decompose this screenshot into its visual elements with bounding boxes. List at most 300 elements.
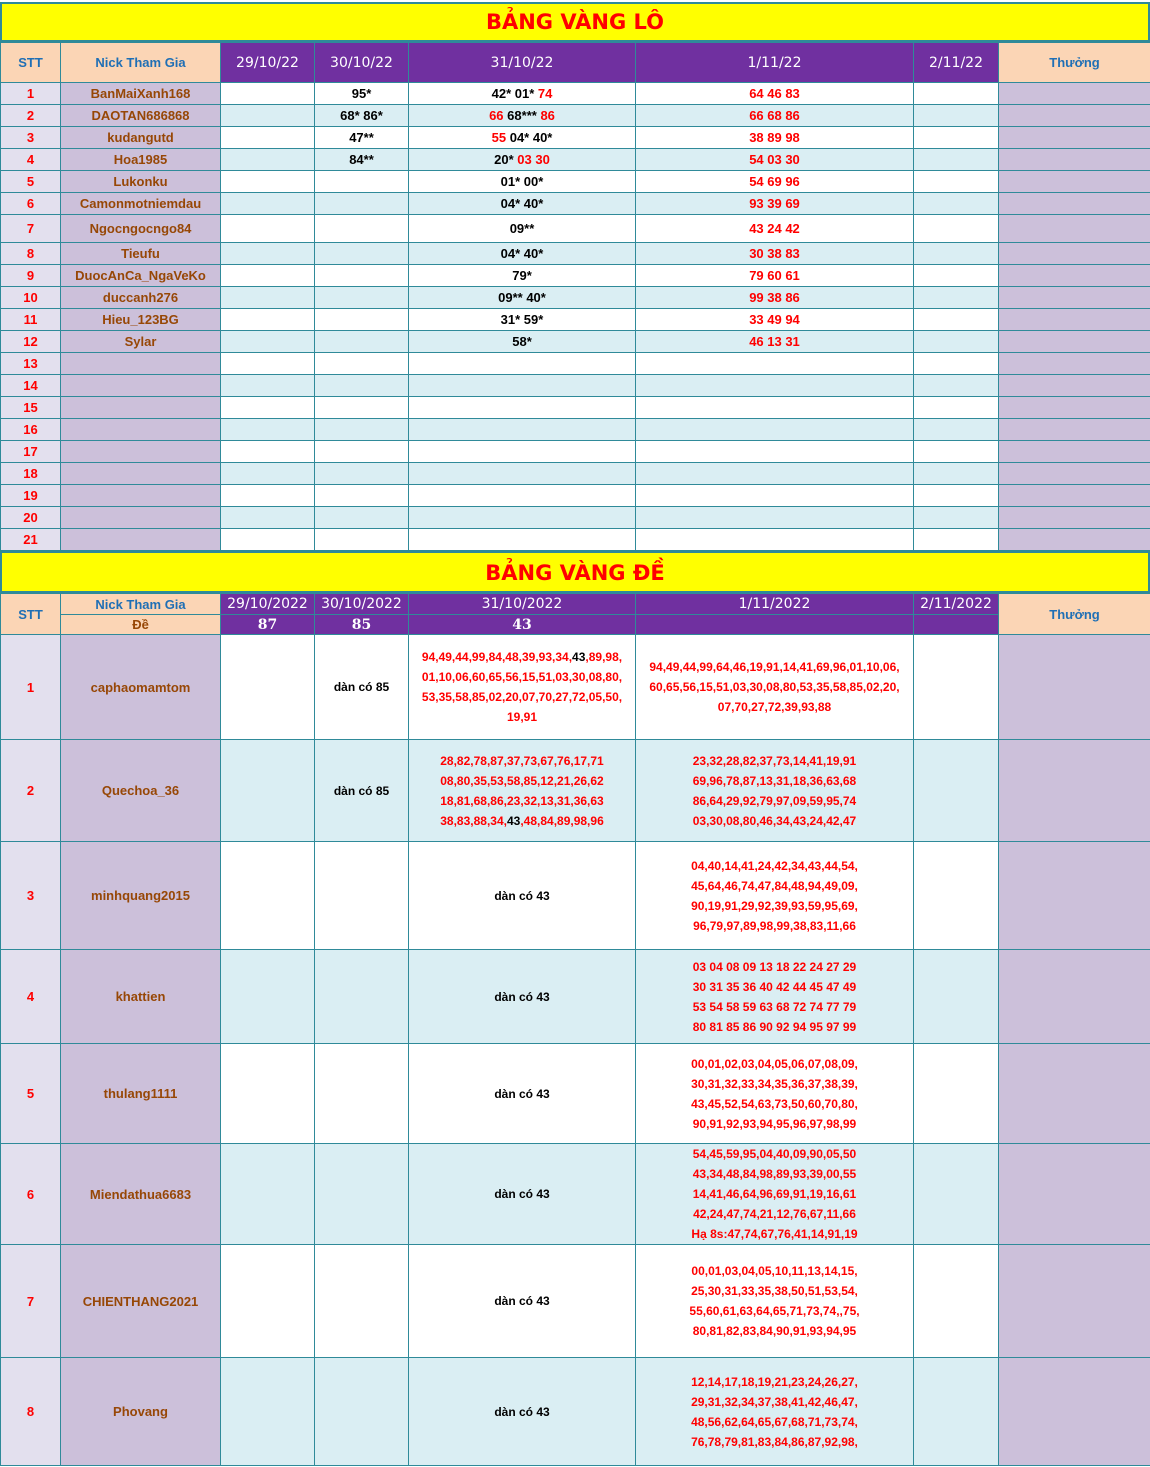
de-day-1-11-line: 03,30,08,80,46,34,43,24,42,47 — [692, 813, 857, 828]
de-day-31-part: ,48,84,89,98,96 — [520, 813, 604, 828]
de-day-1-11-line: 14,41,46,64,96,69,91,19,16,61 — [692, 1187, 857, 1201]
lo-nick — [61, 353, 221, 375]
lo-day-1-11: 64 46 83 — [636, 83, 914, 105]
lo-day-31-main: 79* — [512, 268, 532, 283]
lo-nick: Sylar — [61, 331, 221, 353]
de-day-1-11-line: 96,79,97,89,98,99,38,83,11,66 — [693, 918, 856, 933]
lo-row — [1, 353, 1150, 375]
de-day-1-11-line: 60,65,56,15,51,03,30,08,80,53,35,58,85,02,20, — [649, 680, 900, 694]
lo-day-1-11: 33 49 94 — [636, 309, 914, 331]
de-day-1-11 — [636, 842, 914, 950]
de-day-31-part: ,89,98, — [585, 650, 623, 664]
lo-prize — [999, 127, 1150, 149]
de-day-1-11-line: 30,31,32,33,34,35,36,37,38,39, — [691, 1076, 858, 1091]
lo-day-1-11: 93 39 69 — [636, 193, 914, 215]
lo-day-31-main: 68*** — [507, 108, 537, 123]
de-nick: Miendathua6683 — [61, 1144, 221, 1245]
de-day-1-11-line: 69,96,78,87,13,31,18,36,63,68 — [692, 773, 857, 788]
lo-day-31-post: 03 30 — [517, 152, 550, 167]
de-day-1-11-line: 12,14,17,18,19,21,23,24,26,27, — [691, 1374, 858, 1389]
lo-day-30 — [315, 193, 409, 215]
lo-day-31-main: 04* 40* — [500, 246, 544, 261]
lo-day-31-pre: 55 — [491, 130, 507, 145]
lo-day-2-11 — [914, 375, 999, 397]
de-row — [1, 1044, 1150, 1144]
lo-stt: 11 — [1, 309, 61, 331]
lo-nick: Hieu_123BG — [61, 309, 221, 331]
lo-day-29 — [221, 287, 315, 309]
lo-nick — [61, 529, 221, 551]
lo-stt: 3 — [1, 127, 61, 149]
de-header-6: 2/11/2022 — [914, 594, 999, 615]
de-day-30 — [315, 842, 409, 950]
lo-day-30 — [315, 441, 409, 463]
lo-banner — [0, 2, 1150, 42]
lo-prize — [999, 485, 1150, 507]
lo-day-31-main: 20* — [494, 152, 514, 167]
de-prize — [999, 842, 1150, 950]
lo-row — [1, 171, 1150, 193]
lo-day-30 — [315, 243, 409, 265]
lo-day-31 — [409, 171, 636, 193]
lo-day-31 — [409, 105, 636, 127]
lo-day-30 — [315, 309, 409, 331]
lo-stt: 15 — [1, 397, 61, 419]
lo-stt: 17 — [1, 441, 61, 463]
de-nick: thulang1111 — [61, 1044, 221, 1144]
de-day-1-11-line: 00,01,03,04,05,10,11,13,14,15, — [691, 1264, 858, 1278]
de-day-29 — [221, 1044, 315, 1144]
de-day-1-11-line: 86,64,29,92,79,97,09,59,95,74 — [692, 793, 857, 808]
lo-day-31-main: 09** — [509, 221, 535, 236]
lo-day-31-main: 04* 40* — [500, 196, 544, 211]
lo-day-31 — [409, 463, 636, 485]
lo-prize — [999, 171, 1150, 193]
lo-day-2-11 — [914, 105, 999, 127]
lo-stt: 12 — [1, 331, 61, 353]
lo-day-31-main: 31* 59* — [500, 312, 544, 327]
de-day-1-11-line: 80,81,82,83,84,90,91,93,94,95 — [692, 1324, 857, 1338]
lo-day-31-main: 58* — [512, 334, 532, 349]
lo-prize — [999, 149, 1150, 171]
de-day-31: dàn có 43 — [409, 842, 636, 950]
lo-nick: DAOTAN686868 — [61, 105, 221, 127]
de-prize — [999, 740, 1150, 842]
de-day-2-11 — [914, 1245, 999, 1358]
lo-day-31-post: 74 — [537, 86, 553, 101]
de-day-1-11-line: 30 31 35 36 40 42 44 45 47 49 — [692, 979, 857, 994]
de-stt: 1 — [1, 635, 61, 740]
lo-nick — [61, 375, 221, 397]
lo-day-31 — [409, 485, 636, 507]
lo-day-31-main: 01* 00* — [500, 174, 544, 189]
lo-header-1: Nick Tham Gia — [61, 43, 221, 83]
lo-day-1-11 — [636, 463, 914, 485]
de-stt: 3 — [1, 842, 61, 950]
de-nick: minhquang2015 — [61, 842, 221, 950]
de-nick: CHIENTHANG2021 — [61, 1245, 221, 1358]
de-day-31: dàn có 43 — [409, 950, 636, 1044]
lo-day-31 — [409, 215, 636, 243]
de-day-1-11 — [636, 1245, 914, 1358]
de-row — [1, 740, 1150, 842]
lo-day-29 — [221, 375, 315, 397]
lo-nick: Camonmotniemdau — [61, 193, 221, 215]
lo-day-1-11: 30 38 83 — [636, 243, 914, 265]
lo-day-1-11: 99 38 86 — [636, 287, 914, 309]
lo-day-29 — [221, 485, 315, 507]
de-day-31-part: 08,80,35,53,58,85,12,21,26,62 — [440, 773, 604, 788]
lo-stt: 16 — [1, 419, 61, 441]
de-day-2-11 — [914, 950, 999, 1044]
lo-day-31 — [409, 529, 636, 551]
lo-prize — [999, 529, 1150, 551]
de-row — [1, 1245, 1150, 1358]
lo-day-31 — [409, 193, 636, 215]
lo-prize — [999, 331, 1150, 353]
de-stt: 8 — [1, 1358, 61, 1466]
de-prize — [999, 950, 1150, 1044]
lo-stt: 1 — [1, 83, 61, 105]
de-day-31: dàn có 43 — [409, 1044, 636, 1144]
lo-day-30 — [315, 375, 409, 397]
lo-header-6: 2/11/22 — [914, 43, 999, 83]
lo-header-2: 29/10/22 — [221, 43, 315, 83]
lo-prize — [999, 215, 1150, 243]
lo-day-1-11 — [636, 485, 914, 507]
lo-prize — [999, 105, 1150, 127]
lo-day-30 — [315, 507, 409, 529]
lo-day-29 — [221, 127, 315, 149]
lo-day-31 — [409, 149, 636, 171]
lo-stt: 21 — [1, 529, 61, 551]
lo-day-1-11: 66 68 86 — [636, 105, 914, 127]
de-day-2-11 — [914, 1144, 999, 1245]
lo-day-30 — [315, 419, 409, 441]
lo-day-30 — [315, 331, 409, 353]
de-day-29 — [221, 1358, 315, 1466]
de-result-4 — [914, 615, 999, 635]
lo-prize — [999, 441, 1150, 463]
lo-day-30 — [315, 215, 409, 243]
lo-row — [1, 529, 1150, 551]
lo-day-31 — [409, 419, 636, 441]
de-day-2-11 — [914, 1044, 999, 1144]
lo-day-31 — [409, 441, 636, 463]
de-row — [1, 950, 1150, 1044]
lo-day-30 — [315, 529, 409, 551]
de-stt: 2 — [1, 740, 61, 842]
lo-day-30: 95* — [315, 83, 409, 105]
lo-day-1-11: 43 24 42 — [636, 215, 914, 243]
lo-row — [1, 397, 1150, 419]
lo-day-29 — [221, 215, 315, 243]
lo-day-31 — [409, 287, 636, 309]
lo-day-29 — [221, 507, 315, 529]
de-row — [1, 1358, 1150, 1466]
de-day-31-part: 19,91 — [506, 710, 538, 724]
lo-prize — [999, 265, 1150, 287]
de-day-30 — [315, 1044, 409, 1144]
lo-day-30 — [315, 265, 409, 287]
de-day-1-11-line: 00,01,02,03,04,05,06,07,08,09, — [691, 1056, 858, 1071]
lo-day-31-main: 09** 40* — [498, 290, 546, 305]
lo-day-2-11 — [914, 215, 999, 243]
lo-nick — [61, 441, 221, 463]
de-day-1-11-line: 53 54 58 59 63 68 72 74 77 79 — [692, 999, 857, 1014]
de-day-31-part: 01,10,06,60,65,56,15,51,03,30,08,80, — [421, 670, 623, 684]
lo-row — [1, 287, 1150, 309]
lo-row — [1, 309, 1150, 331]
lo-day-30 — [315, 353, 409, 375]
lo-prize — [999, 287, 1150, 309]
de-day-1-11-line: 42,24,47,74,21,12,76,67,11,66 — [693, 1207, 856, 1221]
de-nick: caphaomamtom — [61, 635, 221, 740]
de-day-1-11 — [636, 635, 914, 740]
de-day-1-11-line: 03 04 08 09 13 18 22 24 27 29 — [692, 959, 857, 974]
lo-stt: 2 — [1, 105, 61, 127]
lo-day-29 — [221, 83, 315, 105]
de-day-30 — [315, 1358, 409, 1466]
de-header-5: 1/11/2022 — [636, 594, 914, 615]
lo-prize — [999, 83, 1150, 105]
de-stt: 6 — [1, 1144, 61, 1245]
lo-day-30 — [315, 485, 409, 507]
de-header-2: 29/10/2022 — [221, 594, 315, 615]
lo-header-5: 1/11/22 — [636, 43, 914, 83]
lo-day-1-11: 54 03 30 — [636, 149, 914, 171]
lo-stt: 5 — [1, 171, 61, 193]
lo-day-2-11 — [914, 485, 999, 507]
lo-nick: DuocAnCa_NgaVeKo — [61, 265, 221, 287]
lo-day-2-11 — [914, 265, 999, 287]
lo-day-30 — [315, 171, 409, 193]
lo-stt: 6 — [1, 193, 61, 215]
lo-nick — [61, 507, 221, 529]
lo-day-1-11 — [636, 353, 914, 375]
lo-stt: 20 — [1, 507, 61, 529]
de-result-row — [1, 615, 1150, 635]
lo-day-2-11 — [914, 529, 999, 551]
de-day-1-11-line: 43,34,48,84,98,89,93,39,00,55 — [692, 1167, 857, 1181]
de-stt: 4 — [1, 950, 61, 1044]
lo-day-2-11 — [914, 243, 999, 265]
lo-day-30: 84** — [315, 149, 409, 171]
lo-header-4: 31/10/22 — [409, 43, 636, 83]
lo-header-3: 30/10/22 — [315, 43, 409, 83]
lo-prize — [999, 419, 1150, 441]
de-day-31-part: 43 — [572, 650, 586, 664]
de-day-31-part: 94,49,44,99,84,48,39,93,34, — [421, 650, 573, 664]
de-day-1-11 — [636, 1144, 914, 1245]
lo-day-2-11 — [914, 463, 999, 485]
de-row — [1, 842, 1150, 950]
lo-day-31-pre: 66 — [489, 108, 504, 123]
de-day-31 — [409, 635, 636, 740]
lo-prize — [999, 397, 1150, 419]
de-day-31-part: 28,82,78,87,37,73,67,76,17,71 — [440, 753, 604, 768]
de-day-31: dàn có 43 — [409, 1245, 636, 1358]
lo-day-2-11 — [914, 193, 999, 215]
lo-row — [1, 441, 1150, 463]
lo-header-7: Thưởng — [999, 43, 1150, 83]
lo-prize — [999, 353, 1150, 375]
lo-day-29 — [221, 441, 315, 463]
lo-title: BẢNG VÀNG LÔ — [485, 10, 665, 34]
de-stt: 5 — [1, 1044, 61, 1144]
de-header-row — [1, 594, 1150, 615]
de-nick: Phovang — [61, 1358, 221, 1466]
de-prize — [999, 1044, 1150, 1144]
de-day-2-11 — [914, 842, 999, 950]
lo-row — [1, 215, 1150, 243]
lo-day-1-11 — [636, 375, 914, 397]
de-prize — [999, 1245, 1150, 1358]
de-day-30 — [315, 1245, 409, 1358]
lo-row — [1, 507, 1150, 529]
de-header-1: Nick Tham Gia — [61, 594, 221, 615]
de-day-31-part: 43 — [506, 813, 521, 828]
lo-day-31 — [409, 127, 636, 149]
lo-row — [1, 331, 1150, 353]
lo-day-29 — [221, 419, 315, 441]
de-day-29 — [221, 635, 315, 740]
lo-nick: Hoa1985 — [61, 149, 221, 171]
de-day-1-11-line: 45,64,46,74,47,84,48,94,49,09, — [691, 878, 858, 893]
lo-day-2-11 — [914, 441, 999, 463]
lo-day-29 — [221, 149, 315, 171]
lo-prize — [999, 309, 1150, 331]
lo-day-30 — [315, 287, 409, 309]
de-nick: Quechoa_36 — [61, 740, 221, 842]
de-day-29 — [221, 842, 315, 950]
lo-day-31 — [409, 265, 636, 287]
lo-day-29 — [221, 529, 315, 551]
de-day-31-part: 18,81,68,86,23,32,13,31,36,63 — [440, 793, 604, 808]
de-header-3: 30/10/2022 — [315, 594, 409, 615]
lo-row — [1, 485, 1150, 507]
de-result-3 — [636, 615, 914, 635]
de-result-1: 85 — [315, 615, 409, 635]
de-day-1-11-line: 76,78,79,81,83,84,86,87,92,98, — [691, 1434, 858, 1449]
de-day-31-list — [409, 647, 635, 727]
lo-stt: 8 — [1, 243, 61, 265]
lo-nick: Tieufu — [61, 243, 221, 265]
lo-day-29 — [221, 265, 315, 287]
lo-day-29 — [221, 353, 315, 375]
de-stt: 7 — [1, 1245, 61, 1358]
lo-day-30: 47** — [315, 127, 409, 149]
lo-day-31 — [409, 309, 636, 331]
de-day-1-11-line: 90,19,91,29,92,39,93,59,95,69, — [691, 898, 858, 913]
de-day-1-11-line: 04,40,14,41,24,42,34,43,44,54, — [691, 858, 858, 873]
lo-row — [1, 375, 1150, 397]
de-header-0: STT — [1, 594, 61, 635]
de-day-31-part: 38,83,88,34, — [440, 813, 507, 828]
lo-row — [1, 463, 1150, 485]
lo-day-29 — [221, 331, 315, 353]
lo-day-31 — [409, 375, 636, 397]
de-day-1-11-line: 94,49,44,99,64,46,19,91,14,41,69,96,01,10,06, — [649, 660, 900, 674]
lo-row — [1, 243, 1150, 265]
de-banner — [0, 551, 1150, 593]
lo-row — [1, 193, 1150, 215]
de-day-1-11-line: 29,31,32,34,37,38,41,42,46,47, — [691, 1394, 858, 1409]
lo-table — [0, 42, 1150, 551]
lo-day-1-11 — [636, 441, 914, 463]
lo-day-2-11 — [914, 331, 999, 353]
lo-day-29 — [221, 105, 315, 127]
lo-stt: 7 — [1, 215, 61, 243]
de-row — [1, 635, 1150, 740]
de-day-1-11-line: 90,91,92,93,94,95,96,97,98,99 — [692, 1116, 857, 1131]
lo-nick: duccanh276 — [61, 287, 221, 309]
lo-prize — [999, 375, 1150, 397]
lo-stt: 13 — [1, 353, 61, 375]
lo-nick — [61, 397, 221, 419]
de-day-1-11 — [636, 1044, 914, 1144]
de-label: Đề — [61, 615, 221, 635]
de-prize — [999, 1144, 1150, 1245]
de-day-1-11-line: 25,30,31,33,35,38,50,51,53,54, — [691, 1284, 858, 1298]
lo-day-2-11 — [914, 149, 999, 171]
lo-day-31-main: 04* 40* — [509, 130, 553, 145]
lo-day-2-11 — [914, 127, 999, 149]
lo-stt: 19 — [1, 485, 61, 507]
de-day-29 — [221, 950, 315, 1044]
de-day-29 — [221, 1144, 315, 1245]
lo-day-31 — [409, 397, 636, 419]
lo-nick — [61, 463, 221, 485]
de-day-1-11-line: 07,70,27,72,39,93,88 — [717, 700, 832, 714]
de-prize — [999, 1358, 1150, 1466]
de-nick: khattien — [61, 950, 221, 1044]
de-day-1-11-line: Hạ 8s:47,74,67,76,41,14,91,19 — [691, 1227, 858, 1241]
lo-stt: 18 — [1, 463, 61, 485]
lo-day-30 — [315, 397, 409, 419]
lo-day-31 — [409, 243, 636, 265]
de-day-31-list — [409, 751, 635, 831]
lo-day-1-11: 38 89 98 — [636, 127, 914, 149]
lo-day-1-11 — [636, 529, 914, 551]
lo-day-30 — [315, 463, 409, 485]
lo-day-1-11: 79 60 61 — [636, 265, 914, 287]
lo-day-1-11: 46 13 31 — [636, 331, 914, 353]
de-day-1-11 — [636, 740, 914, 842]
de-row — [1, 1144, 1150, 1245]
de-day-30 — [315, 950, 409, 1044]
lo-header-row — [1, 43, 1150, 83]
lo-stt: 10 — [1, 287, 61, 309]
de-result-2: 43 — [409, 615, 636, 635]
lo-nick — [61, 485, 221, 507]
lo-day-1-11 — [636, 507, 914, 529]
lo-row — [1, 419, 1150, 441]
lo-nick: Ngocngocngo84 — [61, 215, 221, 243]
de-day-1-11-line: 23,32,28,82,37,73,14,41,19,91 — [692, 753, 857, 768]
de-day-2-11 — [914, 1358, 999, 1466]
lo-day-30: 68* 86* — [315, 105, 409, 127]
lo-day-31 — [409, 83, 636, 105]
lo-day-29 — [221, 309, 315, 331]
lo-prize — [999, 507, 1150, 529]
lo-day-2-11 — [914, 419, 999, 441]
lo-prize — [999, 243, 1150, 265]
de-day-31 — [409, 740, 636, 842]
lo-nick: Lukonku — [61, 171, 221, 193]
lo-day-2-11 — [914, 397, 999, 419]
de-table — [0, 593, 1150, 1466]
